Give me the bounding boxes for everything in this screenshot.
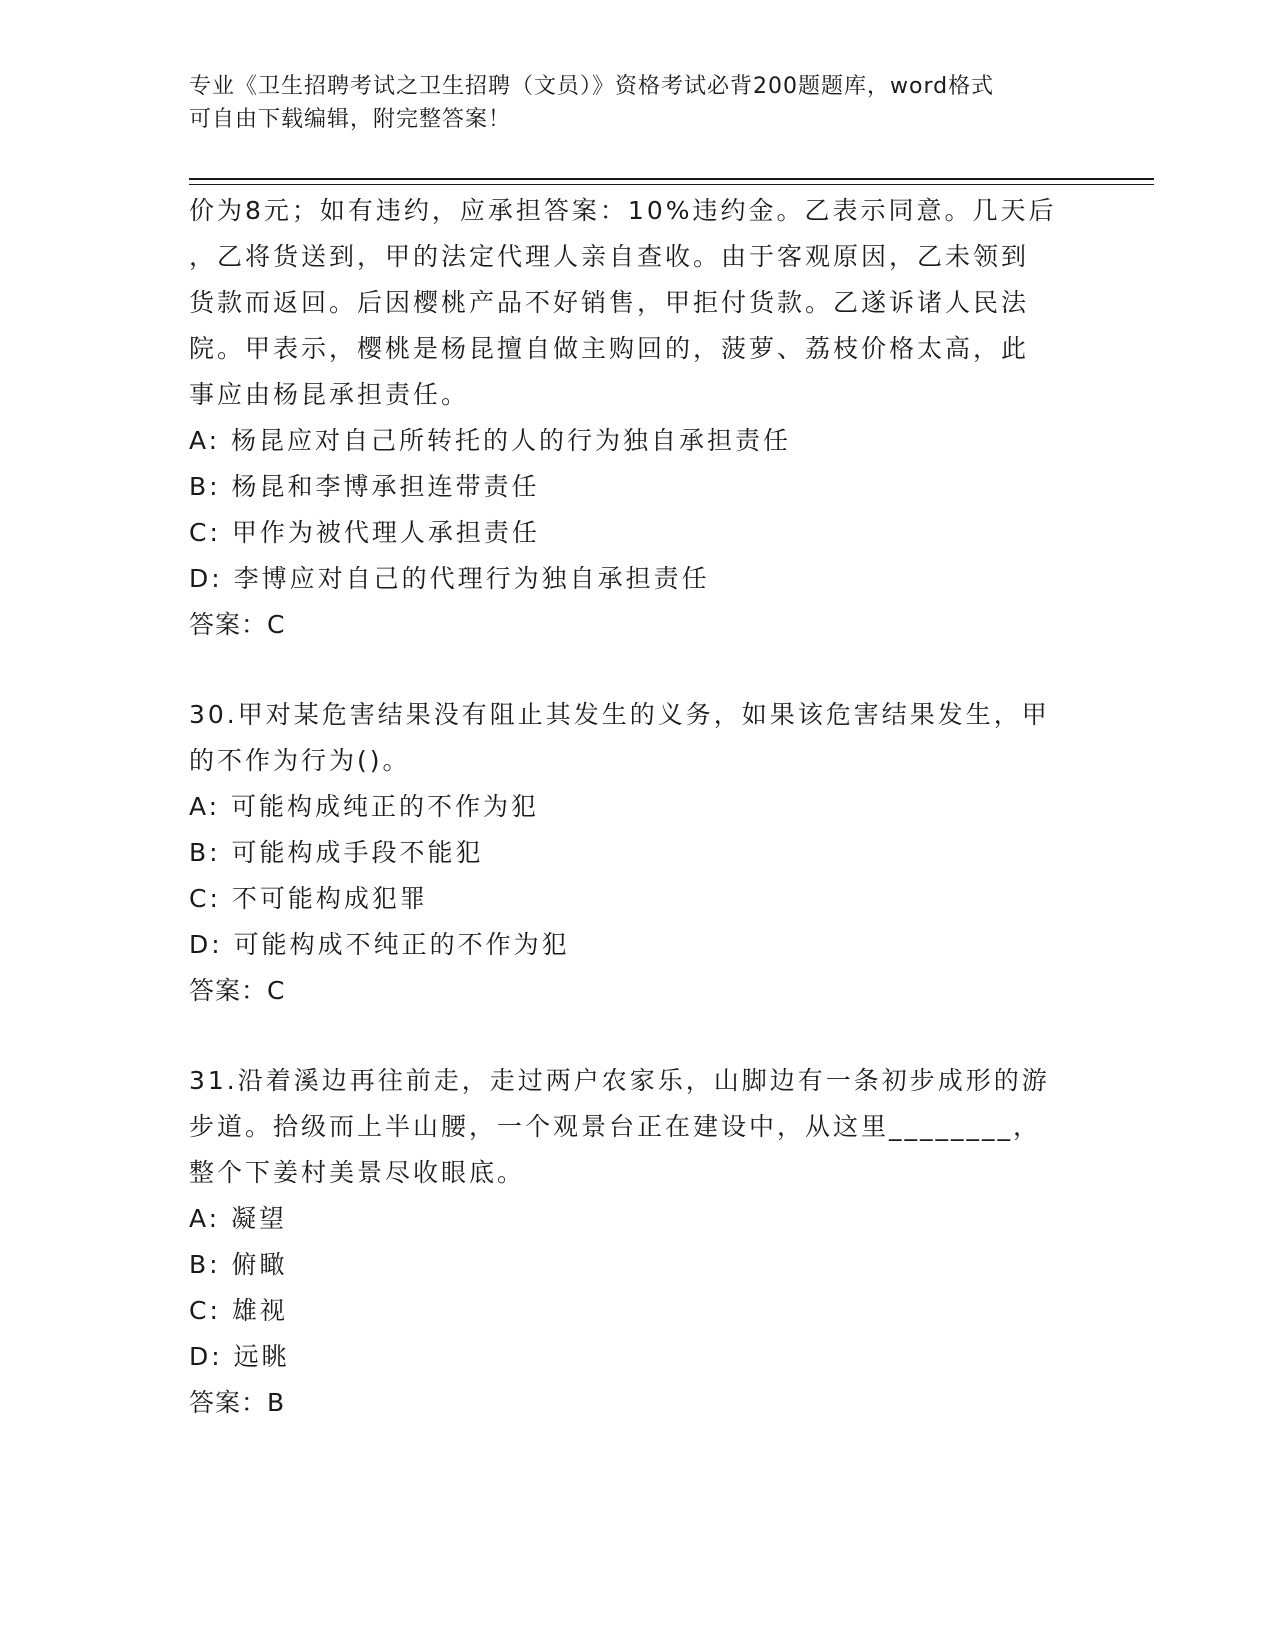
option-c: C: 不可能构成犯罪 [189, 884, 428, 913]
header-subtitle-line: 可自由下载编辑，附完整答案！ [189, 107, 512, 132]
option-a: A: 凝望 [189, 1204, 288, 1233]
question-stem-line: 的不作为行为()。 [189, 746, 411, 775]
answer-line: 答案：C [189, 976, 286, 1005]
option-d: D: 李博应对自己的代理行为独自承担责任 [189, 564, 710, 593]
question-stem-line: 价为8元；如有违约，应承担答案：10%违约金。乙表示同意。几天后 [189, 196, 1057, 225]
question-stem-line: 30.甲对某危害结果没有阻止其发生的义务，如果该危害结果发生，甲 [189, 700, 1050, 729]
option-b: B: 可能构成手段不能犯 [189, 838, 484, 867]
document-header [189, 70, 1089, 136]
option-d: D: 远眺 [189, 1342, 290, 1371]
question-stem-line: 31.沿着溪边再往前走，走过两户农家乐，山脚边有一条初步成形的游 [189, 1066, 1050, 1095]
question-31 [189, 1058, 1079, 1426]
option-b: B: 俯瞰 [189, 1250, 288, 1279]
option-c: C: 雄视 [189, 1296, 288, 1325]
option-a: A: 杨昆应对自己所转托的人的行为独自承担责任 [189, 426, 792, 455]
answer-line: 答案：B [189, 1388, 286, 1417]
question-stem-line: 院。甲表示，樱桃是杨昆擅自做主购回的，菠萝、荔枝价格太高，此 [189, 334, 1030, 363]
question-stem-line: 货款而返回。后因樱桃产品不好销售，甲拒付货款。乙遂诉诸人民法 [189, 288, 1030, 317]
question-stem-line: 步道。拾级而上半山腰，一个观景台正在建设中，从这里________， [189, 1112, 1042, 1141]
header-divider-thick [189, 178, 1154, 180]
option-c: C: 甲作为被代理人承担责任 [189, 518, 540, 547]
question-stem-line: 整个下姜村美景尽收眼底。 [189, 1158, 526, 1187]
question-29 [189, 188, 1079, 648]
option-a: A: 可能构成纯正的不作为犯 [189, 792, 540, 821]
header-divider-thin [189, 184, 1154, 185]
question-stem-line: ，乙将货送到，甲的法定代理人亲自查收。由于客观原因，乙未领到 [189, 242, 1030, 271]
option-d: D: 可能构成不纯正的不作为犯 [189, 930, 570, 959]
question-30 [189, 692, 1079, 1014]
answer-line: 答案：C [189, 610, 286, 639]
document-body [189, 188, 1079, 1426]
question-stem-line: 事应由杨昆承担责任。 [189, 380, 470, 409]
header-title-line: 专业《卫生招聘考试之卫生招聘（文员）》资格考试必背200题题库，word格式 [189, 74, 995, 99]
option-b: B: 杨昆和李博承担连带责任 [189, 472, 540, 501]
